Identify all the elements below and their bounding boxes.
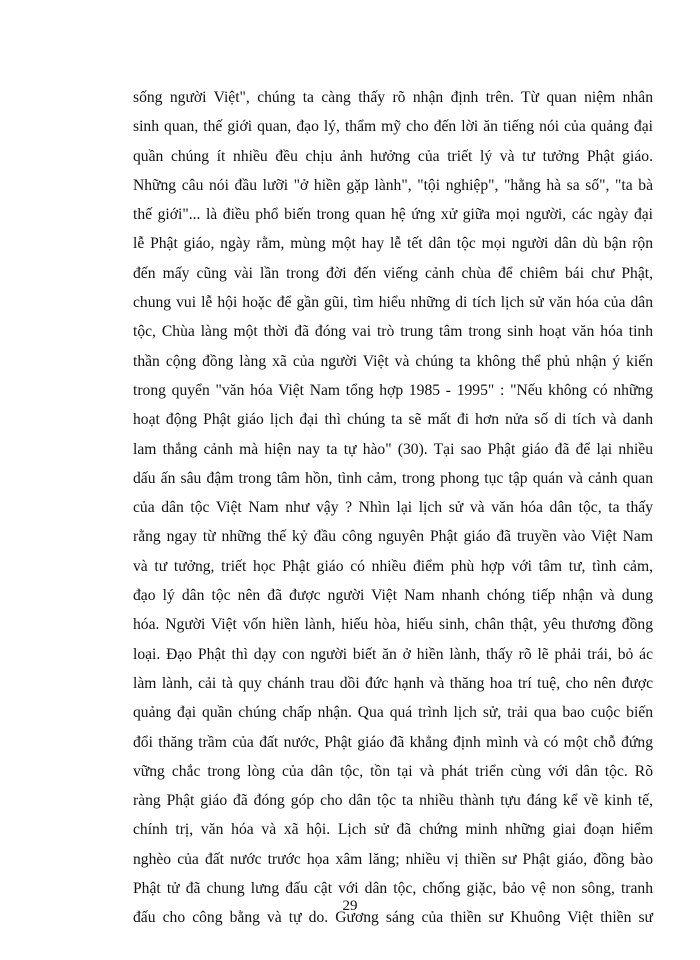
text-line: vững chắc trong lòng của dân tộc, tồn tại và phát triển cùng với dân tộc. Rõ [133, 762, 653, 780]
text-line: thế giới"... là điều phổ biến trong quan hệ ứng xử giữa mọi người, các ngày đại [133, 206, 653, 224]
text-line: chính trị, văn hóa và xã hội. Lịch sử đã chứng minh những giai đoạn hiểm [133, 821, 653, 839]
text-line: làm lành, cải tà quy chánh trau dồi đức hạnh và thăng hoa trí tuệ, cho nên được [133, 674, 653, 692]
text-line: loại. Đạo Phật thì dạy con người biết ăn ở hiền lành, thấy rõ lẽ phải trái, bỏ ác [133, 645, 653, 663]
text-line: tộc, Chùa làng một thời đã đóng vai trò trung tâm trong sinh hoạt văn hóa tinh [133, 323, 653, 341]
text-line: dấu ấn sâu đậm trong tâm hồn, tình cảm, trong phong tục tập quán và cảnh quan [133, 469, 653, 487]
text-line: rằng ngay từ những thế kỷ đầu công nguyên Phật giáo đã truyền vào Việt Nam [133, 528, 653, 546]
text-line: đấu cho công bằng và tự do. Gương sáng của thiền sư Khuông Việt thiền sư [133, 909, 653, 927]
text-line: Phật tử đã chung lưng đấu cật với dân tộc, chống giặc, bảo vệ non sông, tranh [133, 880, 653, 898]
text-line: thần cộng đồng làng xã của người Việt và chúng ta không thể phủ nhận ý kiến [133, 352, 653, 370]
text-line: đạo lý dân tộc nên đã được người Việt Nam nhanh chóng tiếp nhận và dung [133, 587, 653, 605]
text-line: và tư tưởng, triết học Phật giáo có nhiều điểm phù hợp với tâm tư, tình cảm, [133, 557, 653, 575]
text-line: đổi thăng trầm của đất nước, Phật giáo đã khẳng định mình và có một chỗ đứng [133, 733, 653, 751]
text-line: quần chúng ít nhiều đều chịu ảnh hưởng của triết lý và tư tưởng Phật giáo. [133, 147, 653, 165]
text-line: nghèo của đất nước trước họa xâm lăng; nhiều vị thiền sư Phật giáo, đồng bào [133, 850, 653, 868]
text-line: lam thắng cảnh mà hiện nay ta tự hào" (30). Tại sao Phật giáo đã để lại nhiều [133, 440, 653, 458]
text-line: chung vui lễ hội hoặc để gần gũi, tìm hiểu những di tích lịch sử văn hóa của dân [133, 294, 653, 312]
text-line: Những câu nói đầu lưỡi "ở hiền gặp lành", "tội nghiệp", "hằng hà sa số", "ta bà [133, 176, 653, 194]
text-line: ràng Phật giáo đã đóng góp cho dân tộc ta nhiều thành tựu đáng kể về kinh tế, [133, 792, 653, 810]
text-line: đến mấy cũng vài lần trong đời đến viếng cảnh chùa để chiêm bái chư Phật, [133, 264, 653, 282]
text-line: trong quyển "văn hóa Việt Nam tổng hợp 1985 - 1995" : "Nếu không có những [133, 381, 653, 399]
text-line: hóa. Người Việt vốn hiền lành, hiếu hòa, hiếu sinh, chân thật, yêu thương đồng [133, 616, 653, 634]
text-line: của dân tộc Việt Nam như vậy ? Nhìn lại lịch sử và văn hóa dân tộc, ta thấy [133, 499, 653, 517]
text-line: lễ Phật giáo, ngày rằm, mùng một hay lễ tết dân tộc mọi người dân dù bận rộn [133, 235, 653, 253]
text-line: quảng đại quần chúng chấp nhận. Qua quá trình lịch sử, trải qua bao cuộc biến [133, 704, 653, 722]
text-line: sống người Việt", chúng ta càng thấy rõ nhận định trên. Từ quan niệm nhân [133, 89, 653, 106]
text-line: sinh quan, thế giới quan, đạo lý, thẩm mỹ cho đến lời ăn tiếng nói của quảng đại [133, 118, 653, 136]
page-number: 29 [342, 898, 358, 914]
text-line: hoạt động Phật giáo lịch đại thì chúng ta sẽ mất đi hơn nửa số di tích và danh [133, 411, 653, 429]
body-text [133, 83, 653, 933]
